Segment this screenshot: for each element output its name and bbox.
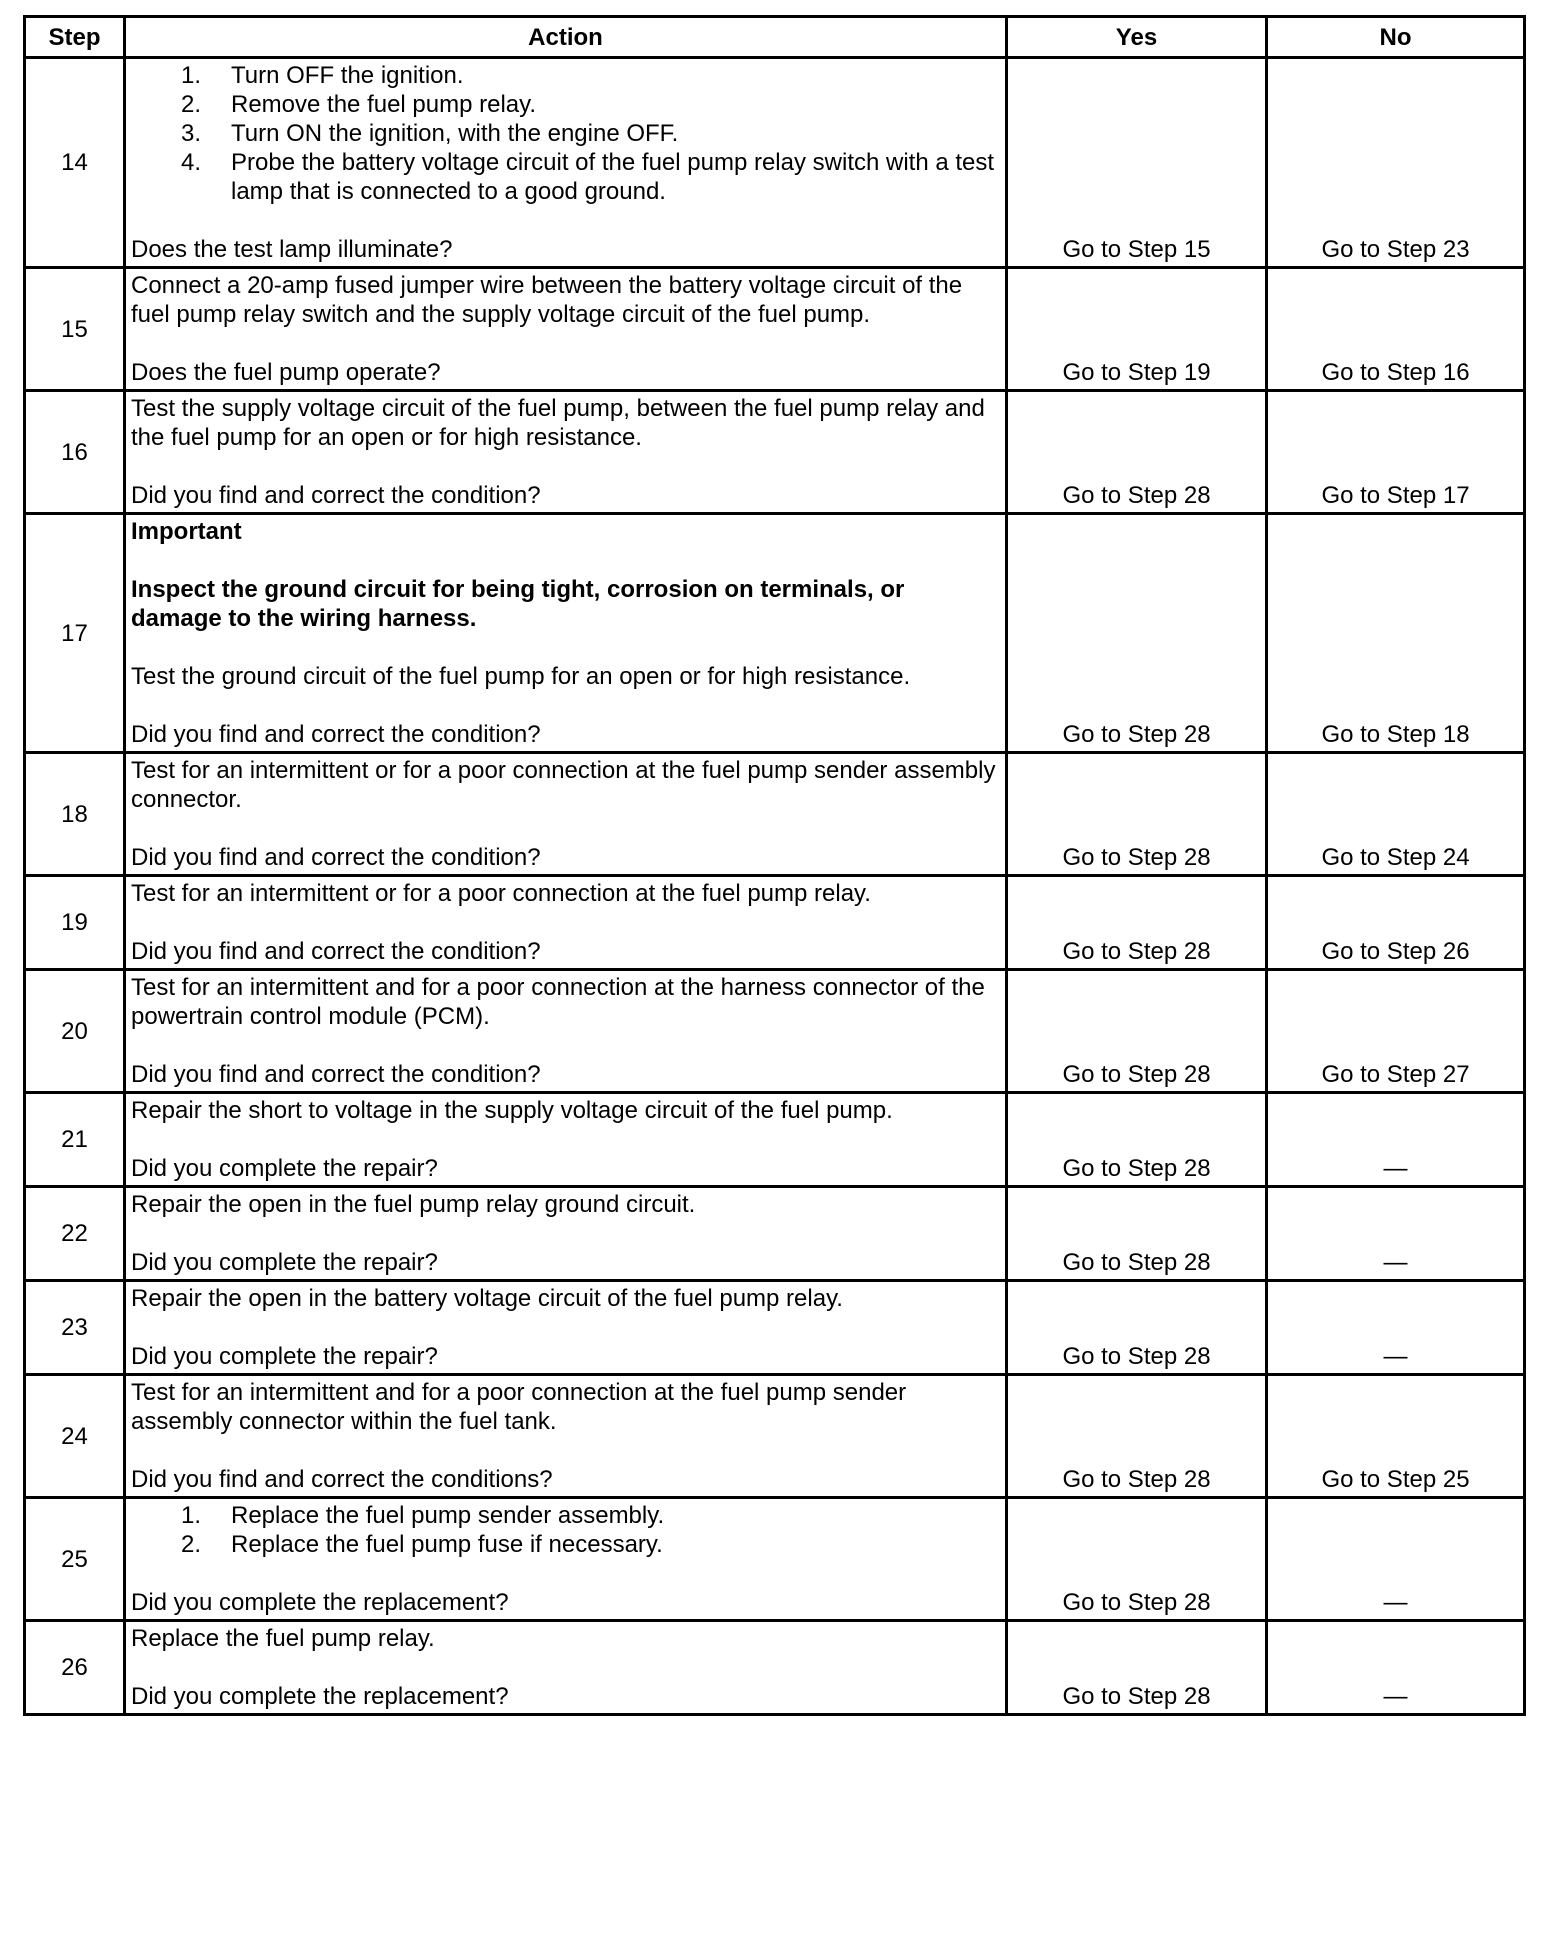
action-content bbox=[131, 1378, 1001, 1494]
instruction-text: Test for an intermittent and for a poor connection at the fuel pump sender assembly connector within the fuel tank. bbox=[131, 1379, 907, 1435]
table-row bbox=[25, 1621, 1525, 1715]
list-item-text: Replace the fuel pump fuse if necessary. bbox=[231, 1531, 663, 1558]
action-content bbox=[131, 879, 1001, 966]
action-question: Did you find and correct the condition? bbox=[131, 844, 541, 871]
action-question: Did you complete the repair? bbox=[131, 1249, 438, 1276]
action-content bbox=[131, 973, 1001, 1089]
no-result: — bbox=[1267, 1621, 1525, 1715]
list-item-text: Turn OFF the ignition. bbox=[231, 62, 464, 89]
yes-result: Go to Step 28 bbox=[1007, 1093, 1267, 1187]
table-row bbox=[25, 58, 1525, 268]
action-content bbox=[131, 1096, 1001, 1183]
action-cell bbox=[125, 1621, 1007, 1715]
list-item bbox=[131, 1501, 1001, 1530]
action-content bbox=[131, 756, 1001, 872]
header-yes: Yes bbox=[1007, 17, 1267, 58]
table-row bbox=[25, 1187, 1525, 1281]
header-action: Action bbox=[125, 17, 1007, 58]
yes-result: Go to Step 28 bbox=[1007, 391, 1267, 514]
action-instructions bbox=[131, 973, 1001, 1031]
table-row bbox=[25, 1375, 1525, 1498]
yes-result: Go to Step 28 bbox=[1007, 1621, 1267, 1715]
action-instructions bbox=[131, 61, 1001, 206]
action-content bbox=[131, 517, 1001, 749]
diagnostic-table bbox=[23, 15, 1526, 1716]
action-content bbox=[131, 394, 1001, 510]
instruction-text: Repair the short to voltage in the supply voltage circuit of the fuel pump. bbox=[131, 1097, 893, 1124]
action-cell bbox=[125, 1187, 1007, 1281]
header-row bbox=[25, 17, 1525, 58]
table-row bbox=[25, 514, 1525, 753]
list-item-number: 1. bbox=[181, 1502, 202, 1529]
no-result: Go to Step 27 bbox=[1267, 970, 1525, 1093]
action-cell bbox=[125, 1093, 1007, 1187]
action-question: Did you complete the replacement? bbox=[131, 1589, 509, 1616]
list-item bbox=[131, 61, 1001, 90]
list-item-text: Remove the fuel pump relay. bbox=[231, 91, 537, 118]
table-row bbox=[25, 876, 1525, 970]
instruction-text: Repair the open in the battery voltage circuit of the fuel pump relay. bbox=[131, 1285, 843, 1312]
action-cell bbox=[125, 753, 1007, 876]
instruction-text: Repair the open in the fuel pump relay ground circuit. bbox=[131, 1191, 696, 1218]
action-instructions bbox=[131, 1624, 1001, 1653]
action-instructions bbox=[131, 1284, 1001, 1313]
yes-result: Go to Step 28 bbox=[1007, 1375, 1267, 1498]
step-number: 26 bbox=[25, 1621, 125, 1715]
yes-result: Go to Step 15 bbox=[1007, 58, 1267, 268]
table-row bbox=[25, 753, 1525, 876]
list-item bbox=[131, 90, 1001, 119]
action-cell bbox=[125, 1375, 1007, 1498]
action-instructions bbox=[131, 1096, 1001, 1125]
table-row bbox=[25, 1498, 1525, 1621]
step-number: 16 bbox=[25, 391, 125, 514]
table-row bbox=[25, 391, 1525, 514]
action-cell bbox=[125, 876, 1007, 970]
action-question: Did you find and correct the conditions? bbox=[131, 1466, 553, 1493]
action-cell bbox=[125, 1281, 1007, 1375]
instruction-text: Test for an intermittent or for a poor connection at the fuel pump sender assembly connector. bbox=[131, 757, 996, 813]
yes-result: Go to Step 28 bbox=[1007, 1281, 1267, 1375]
action-content bbox=[131, 1501, 1001, 1617]
action-instructions bbox=[131, 1378, 1001, 1436]
list-item-number: 2. bbox=[181, 91, 202, 118]
action-instructions bbox=[131, 517, 1001, 691]
action-content bbox=[131, 1190, 1001, 1277]
action-instructions bbox=[131, 756, 1001, 814]
action-question: Does the fuel pump operate? bbox=[131, 359, 441, 386]
yes-result: Go to Step 28 bbox=[1007, 514, 1267, 753]
table-row bbox=[25, 268, 1525, 391]
action-question: Did you find and correct the condition? bbox=[131, 938, 541, 965]
header-no: No bbox=[1267, 17, 1525, 58]
list-item bbox=[131, 1530, 1001, 1559]
no-result: Go to Step 23 bbox=[1267, 58, 1525, 268]
no-result: Go to Step 24 bbox=[1267, 753, 1525, 876]
list-item-text: Probe the battery voltage circuit of the fuel pump relay switch with a test lamp that is connected to a good ground. bbox=[231, 149, 995, 205]
table-row bbox=[25, 1281, 1525, 1375]
no-result: — bbox=[1267, 1498, 1525, 1621]
action-cell bbox=[125, 1498, 1007, 1621]
step-number: 17 bbox=[25, 514, 125, 753]
yes-result: Go to Step 28 bbox=[1007, 1187, 1267, 1281]
action-cell bbox=[125, 268, 1007, 391]
action-question: Does the test lamp illuminate? bbox=[131, 236, 453, 263]
no-result: Go to Step 26 bbox=[1267, 876, 1525, 970]
instruction-text: Connect a 20-amp fused jumper wire between the battery voltage circuit of the fuel pump relay switch and the supply voltage circuit of the fuel pump. bbox=[131, 272, 963, 328]
list-item-number: 4. bbox=[181, 149, 202, 176]
yes-result: Go to Step 28 bbox=[1007, 1498, 1267, 1621]
action-content bbox=[131, 271, 1001, 387]
action-instructions bbox=[131, 271, 1001, 329]
yes-result: Go to Step 28 bbox=[1007, 753, 1267, 876]
step-number: 22 bbox=[25, 1187, 125, 1281]
yes-result: Go to Step 28 bbox=[1007, 970, 1267, 1093]
yes-result: Go to Step 28 bbox=[1007, 876, 1267, 970]
no-result: — bbox=[1267, 1187, 1525, 1281]
instruction-text: Replace the fuel pump relay. bbox=[131, 1625, 435, 1652]
action-content bbox=[131, 1624, 1001, 1711]
table-header bbox=[25, 17, 1525, 58]
action-question: Did you find and correct the condition? bbox=[131, 1061, 541, 1088]
step-number: 21 bbox=[25, 1093, 125, 1187]
action-instructions bbox=[131, 1190, 1001, 1219]
step-number: 20 bbox=[25, 970, 125, 1093]
action-question: Did you complete the repair? bbox=[131, 1155, 438, 1182]
action-content bbox=[131, 1284, 1001, 1371]
action-content bbox=[131, 61, 1001, 264]
no-result: — bbox=[1267, 1093, 1525, 1187]
no-result: Go to Step 25 bbox=[1267, 1375, 1525, 1498]
action-cell bbox=[125, 970, 1007, 1093]
action-question: Did you find and correct the condition? bbox=[131, 721, 541, 748]
important-note: Inspect the ground circuit for being tight, corrosion on terminals, or damage to the wiring harness. bbox=[131, 576, 905, 632]
list-item-number: 1. bbox=[181, 62, 202, 89]
no-result: Go to Step 16 bbox=[1267, 268, 1525, 391]
instruction-text: Test for an intermittent and for a poor connection at the harness connector of the powertrain control module (PCM). bbox=[131, 974, 985, 1030]
yes-result: Go to Step 19 bbox=[1007, 268, 1267, 391]
instruction-text: Test the ground circuit of the fuel pump for an open or for high resistance. bbox=[131, 663, 911, 690]
action-instructions bbox=[131, 879, 1001, 908]
numbered-list bbox=[131, 1501, 1001, 1559]
action-question: Did you complete the repair? bbox=[131, 1343, 438, 1370]
list-item-number: 2. bbox=[181, 1531, 202, 1558]
action-instructions bbox=[131, 394, 1001, 452]
numbered-list bbox=[131, 61, 1001, 206]
action-cell bbox=[125, 58, 1007, 268]
list-item-text: Replace the fuel pump sender assembly. bbox=[231, 1502, 665, 1529]
action-cell bbox=[125, 391, 1007, 514]
action-question: Did you find and correct the condition? bbox=[131, 482, 541, 509]
list-item bbox=[131, 148, 1001, 206]
no-result: Go to Step 18 bbox=[1267, 514, 1525, 753]
step-number: 18 bbox=[25, 753, 125, 876]
action-question: Did you complete the replacement? bbox=[131, 1683, 509, 1710]
step-number: 19 bbox=[25, 876, 125, 970]
action-instructions bbox=[131, 1501, 1001, 1559]
table-body bbox=[25, 58, 1525, 1715]
action-cell bbox=[125, 514, 1007, 753]
list-item bbox=[131, 119, 1001, 148]
no-result: — bbox=[1267, 1281, 1525, 1375]
list-item-number: 3. bbox=[181, 120, 202, 147]
instruction-text: Test for an intermittent or for a poor connection at the fuel pump relay. bbox=[131, 880, 871, 907]
header-step: Step bbox=[25, 17, 125, 58]
instruction-text: Test the supply voltage circuit of the fuel pump, between the fuel pump relay and the fuel pump for an open or for high resistance. bbox=[131, 395, 985, 451]
step-number: 24 bbox=[25, 1375, 125, 1498]
table-row bbox=[25, 1093, 1525, 1187]
no-result: Go to Step 17 bbox=[1267, 391, 1525, 514]
step-number: 25 bbox=[25, 1498, 125, 1621]
step-number: 23 bbox=[25, 1281, 125, 1375]
table-row bbox=[25, 970, 1525, 1093]
list-item-text: Turn ON the ignition, with the engine OFF. bbox=[231, 120, 679, 147]
step-number: 14 bbox=[25, 58, 125, 268]
step-number: 15 bbox=[25, 268, 125, 391]
important-note: Important bbox=[131, 518, 242, 545]
